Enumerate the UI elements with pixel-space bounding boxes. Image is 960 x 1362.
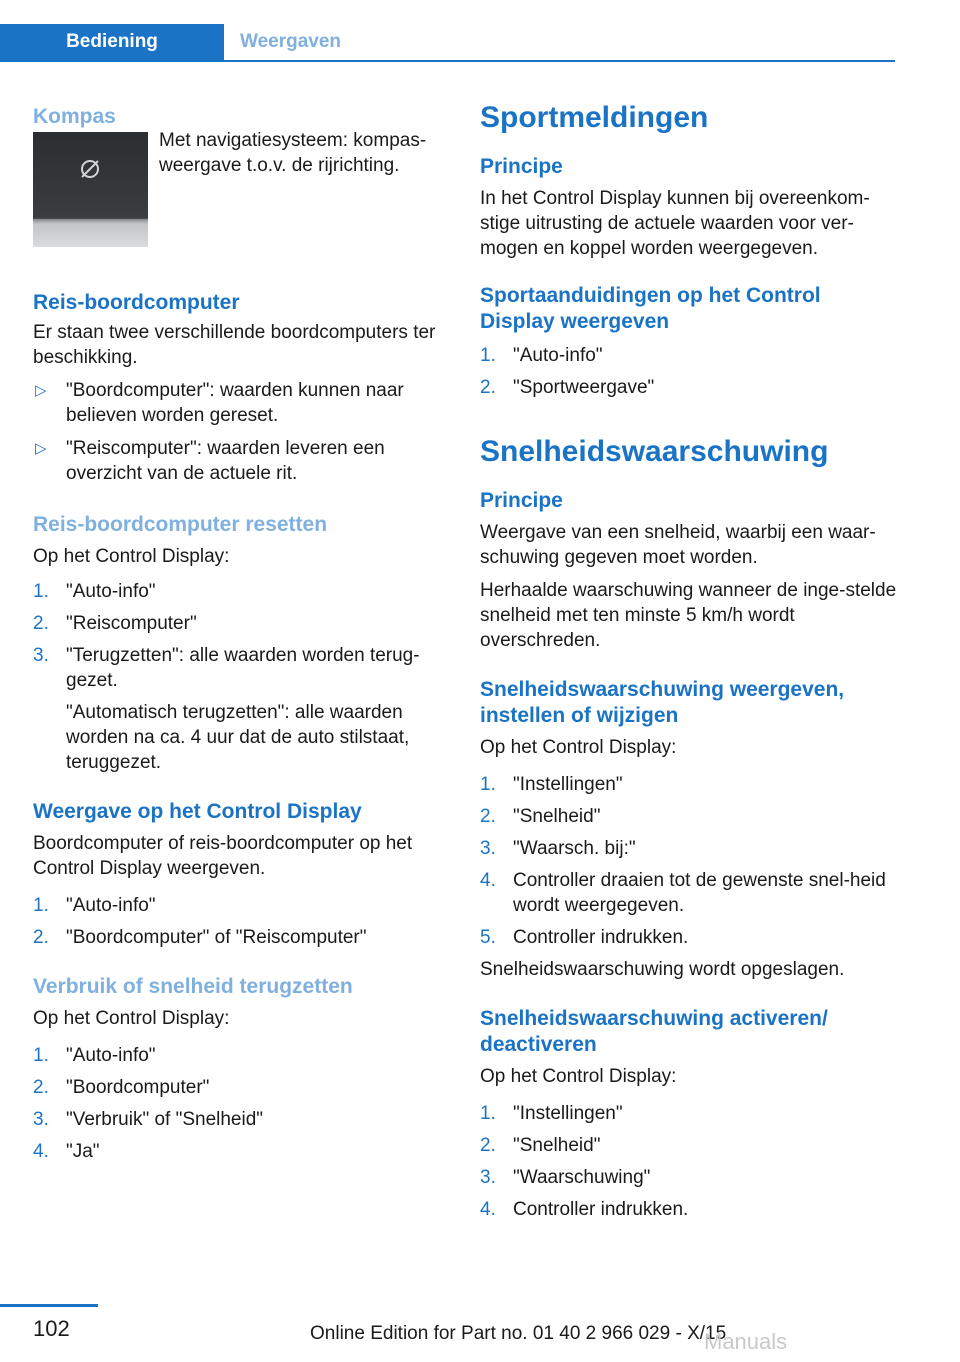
list-item: 3. "Verbruik" of "Snelheid" — [33, 1109, 264, 1130]
list-item-text: "Snelheid" — [513, 1135, 601, 1156]
watermark: Manuals — [704, 1329, 788, 1354]
list-item-text: "Instellingen" — [513, 774, 623, 795]
snel-sub-heading-2: Snelheidswaarschuwing activeren/ deactiveren — [480, 1007, 828, 1056]
page-number: 102 — [33, 1316, 70, 1341]
list-item-text: "Waarschuwing" — [513, 1167, 651, 1188]
list-item-text: "Boordcomputer" of "Reiscomputer" — [66, 927, 367, 948]
snel-principe-heading: Principe — [480, 489, 563, 512]
reset-section — [33, 512, 453, 775]
reis-text: Er staan twee verschillende boordcomputers ter beschikking. — [33, 322, 436, 368]
triangle-bullet-icon: ▷ — [35, 440, 47, 457]
snel-sub-heading-1: Snelheidswaarschuwing weergeven, instellen of wijzigen — [480, 678, 845, 727]
reset-steps — [33, 579, 453, 775]
edition-text: Online Edition for Part no. 01 40 2 966 029 - X/15 — [310, 1323, 727, 1344]
list-item-text: "Reiscomputer" — [66, 613, 197, 634]
list-item-text: "Sportweergave" — [513, 377, 655, 398]
list-item: 1. "Auto-info" — [33, 1045, 156, 1066]
list-item: 2. "Sportweergave" — [480, 377, 655, 398]
list-item-text: "Terugzetten": alle waarden worden terug-gezet. — [66, 645, 420, 691]
header-divider — [0, 60, 895, 62]
reset-heading: Reis-boordcomputer resetten — [33, 513, 328, 536]
list-item: 1. "Auto-info" — [33, 895, 156, 916]
list-item: 1. "Instellingen" — [480, 1103, 623, 1124]
sport-heading: Sportmeldingen — [480, 101, 709, 134]
snel-text-2: Herhaalde waarschuwing wanneer de inge-stelde snelheid met ten minste 5 km/h wordt overschreden. — [480, 580, 897, 651]
right-column — [480, 100, 898, 1222]
kompas-text: Met navigatiesysteem: kompas-weergave t.o.v. de rijrichting. — [159, 130, 427, 176]
list-item: 3. "Waarsch. bij:" — [480, 838, 636, 859]
list-item-text: "Auto-info" — [66, 1045, 156, 1066]
list-item: 3. "Terugzetten": alle waarden worden terug-gezet. "Automatisch terugzetten": alle waarden worden na ca. 4 uur dat de auto stilstaat, teruggezet. — [33, 643, 453, 775]
list-item: 5. Controller indrukken. — [480, 927, 689, 948]
list-item — [33, 378, 453, 428]
list-item-text: "Ja" — [66, 1141, 100, 1162]
list-item: 2. "Reiscomputer" — [33, 613, 197, 634]
list-item-text: "Waarsch. bij:" — [513, 838, 636, 859]
list-item: 2. "Snelheid" — [480, 1135, 601, 1156]
display-text: Boordcomputer of reis-boordcomputer op het Control Display weergeven. — [33, 833, 413, 879]
tab-weergaven[interactable]: Weergaven — [240, 31, 342, 52]
list-item: 1. "Auto-info" — [480, 345, 603, 366]
snel-intro-1: Op het Control Display: — [480, 737, 677, 758]
display-heading: Weergave op het Control Display — [33, 800, 362, 823]
tab-bediening[interactable]: Bediening — [0, 24, 224, 60]
list-item: 3. "Waarschuwing" — [480, 1167, 651, 1188]
list-item-text: "Snelheid" — [513, 806, 601, 827]
verbruik-steps — [33, 1043, 453, 1164]
list-item: 2. "Snelheid" — [480, 806, 601, 827]
list-item-text: "Boordcomputer" — [66, 1077, 210, 1098]
list-item: 2. "Boordcomputer" of "Reiscomputer" — [33, 927, 367, 948]
kompas-section — [33, 100, 453, 260]
sport-steps — [480, 343, 898, 400]
list-item-text: "Auto-info" — [513, 345, 603, 366]
list-item-text: Controller draaien tot de gewenste snel-heid wordt weergegeven. — [513, 870, 886, 916]
verbruik-section — [33, 974, 453, 1164]
snel-heading: Snelheidswaarschuwing — [480, 435, 829, 468]
kompas-heading: Kompas — [33, 105, 116, 128]
triangle-bullet-icon: ▷ — [35, 382, 47, 399]
reis-heading: Reis-boordcomputer — [33, 291, 240, 314]
reis-section — [33, 290, 453, 486]
list-item-text: "Instellingen" — [513, 1103, 623, 1124]
left-column — [33, 100, 453, 1164]
snel-after-1: Snelheidswaarschuwing wordt opgeslagen. — [480, 959, 845, 980]
list-item: 4. "Ja" — [33, 1141, 100, 1162]
list-item-text: "Verbruik" of "Snelheid" — [66, 1109, 264, 1130]
list-item-text: "Reiscomputer": waarden leveren een overzicht van de actuele rit. — [66, 438, 385, 484]
list-item — [33, 436, 453, 486]
list-item-text: "Auto-info" — [66, 581, 156, 602]
snel-intro-2: Op het Control Display: — [480, 1066, 677, 1087]
list-item-text: Controller indrukken. — [513, 927, 689, 948]
list-item-text: Controller indrukken. — [513, 1199, 689, 1220]
snel-steps-1 — [480, 772, 898, 950]
verbruik-heading: Verbruik of snelheid terugzetten — [33, 975, 353, 998]
list-item-note: "Automatisch terugzetten": alle waarden worden na ca. 4 uur dat de auto stilstaat, teruggezet. — [66, 702, 410, 773]
list-item: 4. Controller indrukken. — [480, 1199, 689, 1220]
reset-intro: Op het Control Display: — [33, 546, 230, 567]
header-tabs — [0, 24, 895, 62]
list-item-text: "Boordcomputer": waarden kunnen naar believen worden gereset. — [66, 380, 404, 426]
list-item: 2. "Boordcomputer" — [33, 1077, 210, 1098]
verbruik-intro: Op het Control Display: — [33, 1008, 230, 1029]
list-item: 4. Controller draaien tot de gewenste snel-heid wordt weergegeven. — [480, 870, 886, 916]
display-section — [33, 799, 453, 950]
sport-sub-heading: Sportaanduidingen op het Control Display weergeven — [480, 284, 821, 333]
footer-divider — [0, 1304, 98, 1307]
list-item: 1. "Auto-info" — [33, 581, 156, 602]
sport-text: In het Control Display kunnen bij overeenkom-stige uitrusting de actuele waarden voor ver-mogen en koppel worden weergegeven. — [480, 188, 870, 259]
kompas-display-image — [33, 132, 148, 247]
list-item-text: "Auto-info" — [66, 895, 156, 916]
list-item: 1. "Instellingen" — [480, 774, 623, 795]
sport-principe-heading: Principe — [480, 155, 563, 178]
reis-bullets — [33, 378, 453, 486]
compass-off-icon — [33, 132, 148, 247]
snel-steps-2 — [480, 1101, 898, 1222]
display-steps — [33, 893, 453, 950]
snel-text-1: Weergave van een snelheid, waarbij een waar-schuwing gegeven moet worden. — [480, 522, 876, 568]
